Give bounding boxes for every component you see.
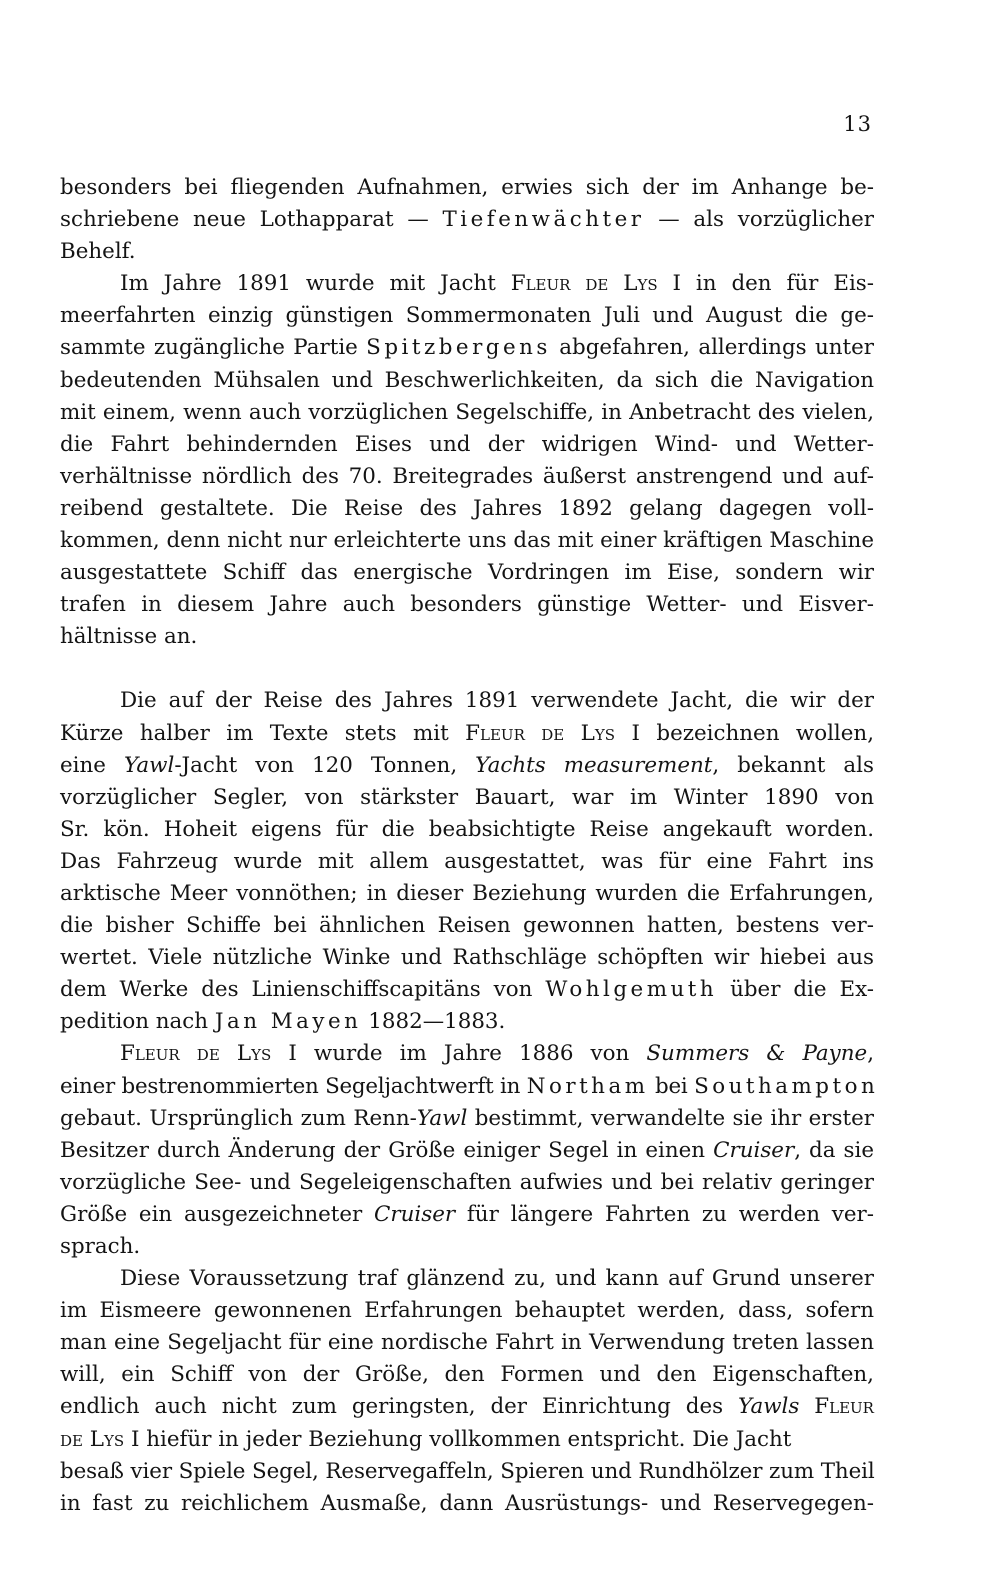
text-run: 1882—1883. — [361, 1009, 506, 1035]
text-line — [60, 397, 874, 429]
text-run: pedition nach — [60, 1009, 215, 1035]
text-line — [60, 685, 874, 717]
text-run — [799, 1394, 814, 1419]
text-line — [60, 1071, 879, 1103]
text-run: sammte zugängliche Partie — [60, 335, 367, 361]
text-line — [60, 461, 874, 493]
text-line — [60, 1391, 874, 1423]
text-run: die bisher Schiffe bei ähnlichen Reisen gewonnen hatten, bestens ver- — [60, 913, 874, 939]
text-run: will, ein Schiff von der Größe, den Formen und den Eigenschaften, — [60, 1362, 874, 1388]
text-run: Cruiser — [713, 1137, 795, 1163]
text-run: Yachts measurement — [475, 752, 713, 778]
text-run: I bezeichnen wollen, — [615, 720, 874, 746]
text-run: über die Ex- — [717, 977, 874, 1003]
text-run: verhältnisse nördlich des 70. Breitegrades äußerst anstrengend und auf- — [60, 463, 874, 489]
text-line — [60, 1038, 874, 1070]
text-run: Das Fahrzeug wurde mit allem ausgestattet, was für eine Fahrt ins — [60, 848, 874, 874]
text-run: in fast zu reichlichem Ausmaße, dann Ausrüstungs- und Reservegegen- — [60, 1490, 874, 1516]
text-run: man eine Segeljacht für eine nordische Fahrt in Verwendung treten lassen — [60, 1330, 874, 1356]
text-line — [60, 236, 874, 268]
text-run: bestimmt, verwandelte sie ihr erster — [467, 1105, 874, 1131]
text-run: Summers & Payne — [646, 1041, 868, 1067]
text-run: Tiefenwächter — [442, 207, 645, 233]
text-line — [60, 1199, 874, 1231]
text-run: Northam — [526, 1073, 649, 1099]
text-run: mit einem, wenn auch vorzüglichen Segelschiffe, in Anbetracht des vielen, — [60, 399, 874, 425]
text-line — [60, 204, 874, 236]
text-run: besaß vier Spiele Segel, Reservegaffeln, Spieren und Rundhölzer zum Theil — [60, 1458, 875, 1484]
text-run: gebaut. Ursprünglich zum Renn- — [60, 1105, 417, 1131]
text-run: besonders bei fliegenden Aufnahmen, erwies sich der im Anhange be- — [60, 175, 874, 200]
text-line — [60, 557, 874, 589]
paragraph-block-2 — [60, 685, 879, 1519]
text-run: wertet. Viele nützliche Winke und Rathschläge schöpften wir hiebei aus — [60, 945, 874, 971]
text-run: , bekannt als — [712, 752, 874, 778]
text-run: reibend gestaltete. Die Reise des Jahres 1892 gelang dagegen voll- — [60, 495, 874, 521]
text-run: ausgestattete Schiff das energische Vordringen im Eise, sondern wir — [60, 560, 874, 586]
text-line — [60, 268, 874, 300]
text-line — [60, 910, 874, 942]
text-run: Spitzbergens — [366, 335, 551, 361]
text-line — [60, 1006, 874, 1038]
text-run: I hiefür in jeder Beziehung vollkommen entspricht. Die Jacht — [124, 1426, 792, 1452]
text-line — [60, 525, 874, 557]
text-run: hältnisse an. — [60, 624, 198, 650]
text-line — [60, 1424, 874, 1456]
text-line — [60, 1263, 874, 1295]
text-run: Yawl — [123, 752, 175, 778]
text-run: Fleur de Lys — [120, 1041, 272, 1067]
text-run: Im Jahre 1891 wurde mit Jacht — [120, 271, 511, 297]
text-run: bedeutenden Mühsalen und Beschwerlichkeiten, da sich die Navigation — [60, 367, 874, 393]
text-run: Sr. kön. Hoheit eigens für die beabsichtigte Reise angekauft worden. — [60, 816, 874, 842]
text-run: kommen, denn nicht nur erleichterte uns das mit einer kräftigen Maschine — [60, 528, 874, 554]
text-run: Wohlgemuth — [545, 977, 718, 1003]
text-run: Yawl — [416, 1105, 468, 1131]
text-run: Besitzer durch Änderung der Größe einiger Segel in einen — [60, 1137, 714, 1163]
text-run: trafen in diesem Jahre auch besonders günstige Wetter- und Eisver- — [60, 592, 874, 618]
text-line — [60, 1295, 874, 1327]
text-run: dem Werke des Linienschiffscapitäns von — [60, 977, 546, 1003]
text-run: schriebene neue Lothapparat — — [60, 207, 443, 233]
text-line — [60, 974, 874, 1006]
text-run: Fleur — [814, 1394, 874, 1420]
text-run: für längere Fahrten zu werden ver- — [455, 1201, 874, 1227]
text-line — [60, 1135, 874, 1167]
text-line — [60, 1359, 874, 1391]
text-line — [60, 493, 874, 525]
text-run: vorzüglicher Segler, von stärkster Bauart, war im Winter 1890 von — [60, 784, 874, 810]
text-run: -Jacht von 120 Tonnen, — [174, 752, 476, 778]
text-run: Cruiser — [374, 1201, 456, 1227]
text-run: meerfahrten einzig günstigen Sommermonaten Juli und August die ge- — [60, 303, 874, 329]
text-run: vorzügliche See- und Segeleigenschaften aufwies und bei relativ geringer — [60, 1169, 874, 1195]
text-run: — als vorzüglicher — [644, 207, 874, 233]
text-run: Kürze halber im Texte stets mit — [60, 720, 466, 746]
text-run: , — [867, 1041, 875, 1067]
text-line — [60, 942, 874, 974]
text-run: Southampton — [694, 1073, 879, 1099]
text-run: Yawls — [738, 1394, 800, 1420]
text-run: Größe ein ausgezeichneter — [60, 1201, 375, 1227]
text-line — [60, 782, 874, 814]
text-run: I in den für Eis- — [657, 271, 874, 297]
text-run: Behelf. — [60, 239, 136, 265]
text-line — [60, 365, 874, 397]
text-run: endlich auch nicht zum geringsten, der Einrichtung des — [60, 1394, 739, 1420]
text-line — [60, 814, 874, 846]
text-line — [60, 1327, 874, 1359]
body-text — [60, 172, 879, 1520]
text-run: die Fahrt behindernden Eises und der widrigen Wind- und Wetter- — [60, 431, 874, 457]
text-run: , da sie — [794, 1137, 875, 1163]
text-line — [60, 172, 874, 204]
text-run: Fleur de Lys — [465, 720, 616, 746]
text-line — [60, 1167, 874, 1199]
text-line — [60, 1456, 874, 1488]
text-run: Jan Mayen — [214, 1009, 362, 1035]
text-line — [60, 878, 874, 910]
paragraph-block-1 — [60, 172, 874, 653]
text-run: bei — [648, 1073, 695, 1099]
text-run: Die auf der Reise des Jahres 1891 verwendete Jacht, die wir der — [120, 688, 874, 714]
section-gap — [60, 653, 874, 685]
text-run: eine — [60, 752, 124, 778]
text-line — [60, 429, 874, 461]
text-run: de Lys — [60, 1426, 125, 1452]
text-line — [60, 332, 874, 364]
text-run: Fleur de Lys — [510, 271, 658, 297]
text-line — [60, 589, 874, 621]
text-line — [60, 300, 874, 332]
text-run: I wurde im Jahre 1886 von — [271, 1041, 647, 1067]
text-run: Diese Voraussetzung traf glänzend zu, und kann auf Grund unserer — [120, 1266, 874, 1292]
text-run: einer bestrenommierten Segeljachtwerft in — [60, 1073, 527, 1099]
text-line — [60, 1103, 874, 1135]
page-number: 13 — [843, 112, 872, 136]
text-run: sprach. — [60, 1234, 141, 1259]
text-line — [60, 1231, 874, 1263]
text-run: abgefahren, allerdings unter — [550, 335, 875, 361]
text-line — [60, 846, 874, 878]
text-line — [60, 1488, 874, 1520]
text-run: im Eismeere gewonnenen Erfahrungen behauptet werden, dass, sofern — [60, 1298, 874, 1324]
text-line — [60, 718, 874, 750]
text-run: arktische Meer vonnöthen; in dieser Beziehung wurden die Erfahrungen, — [60, 880, 874, 906]
text-line — [60, 621, 874, 653]
text-line — [60, 750, 874, 782]
